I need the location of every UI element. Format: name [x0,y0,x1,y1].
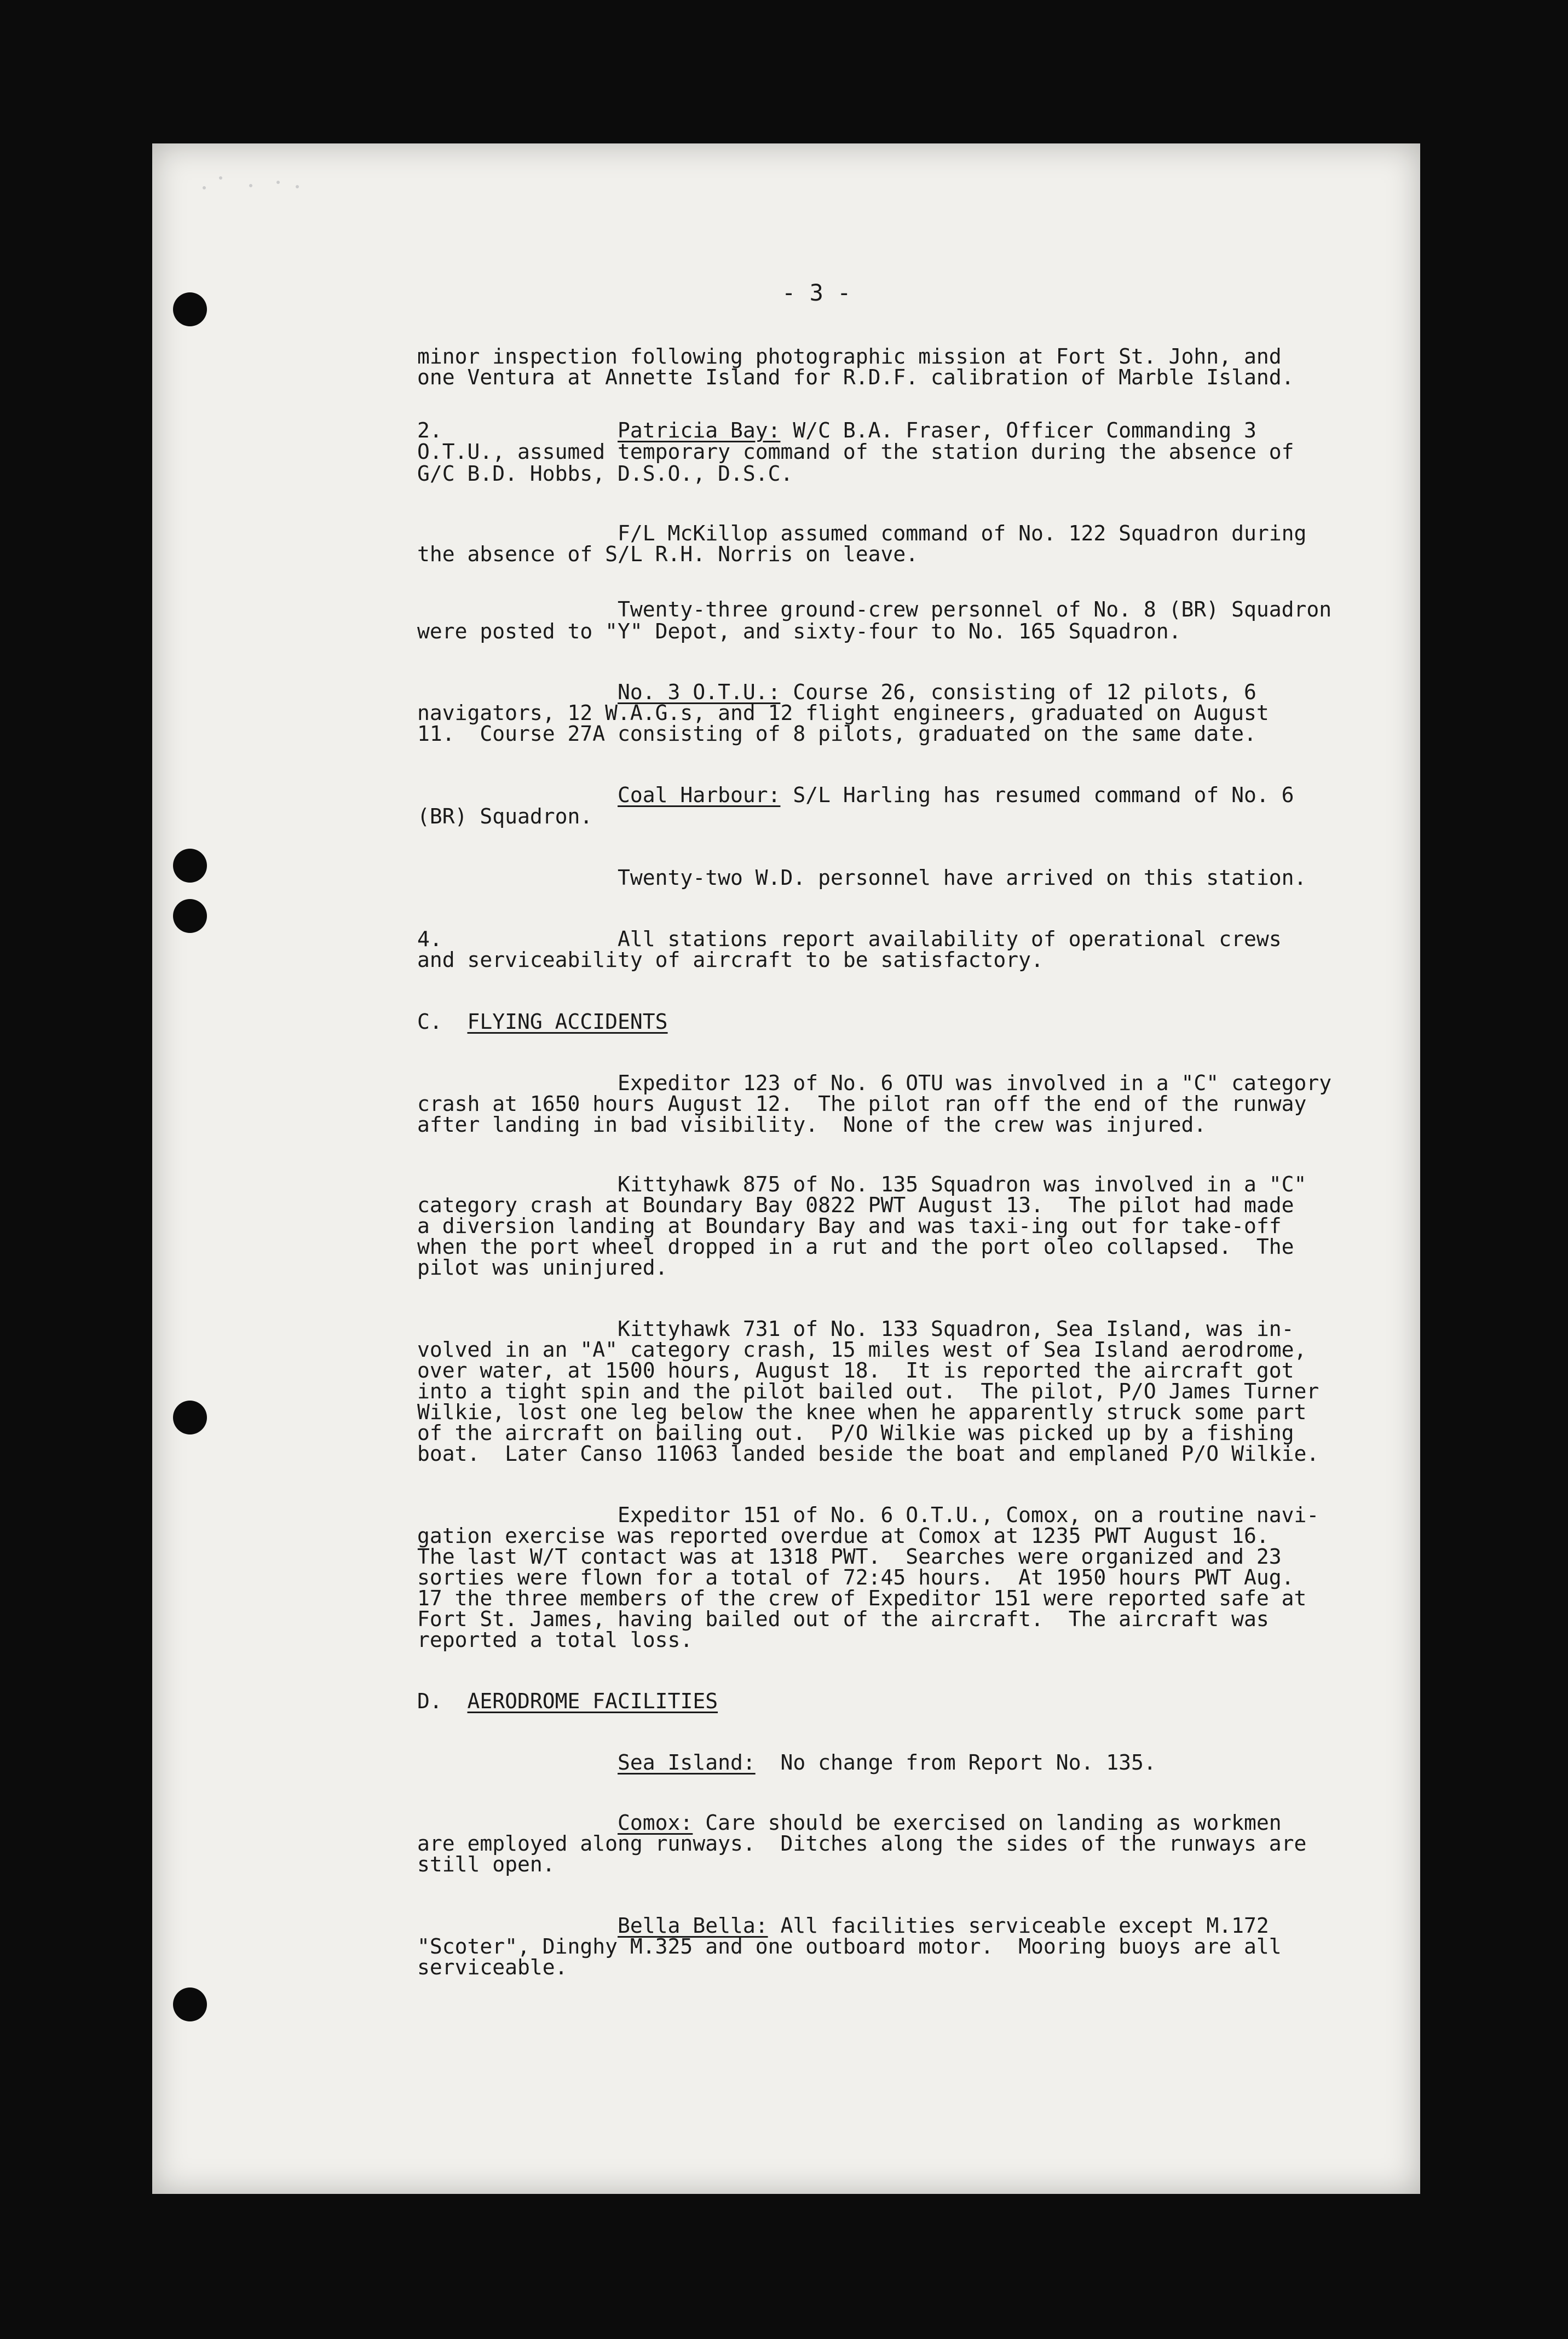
line-text: Twenty-two W.D. personnel have arrived on this station. [417,866,1307,890]
text-line [417,1257,668,1278]
text-line [417,1093,1306,1114]
text-line [417,599,1331,620]
line-text: Kittyhawk 731 of No. 133 Squadron, Sea Island, was in- [417,1317,1294,1341]
text-line [417,1114,1206,1135]
line-text: Expeditor 151 of No. 6 O.T.U., Comox, on a routine navi- [417,1503,1319,1527]
text-line [417,1609,1269,1629]
line-text: Care should be exercised on landing as workmen [693,1811,1282,1835]
text-line [417,463,793,484]
section-heading: FLYING ACCIDENTS [467,1010,668,1034]
text-line [417,806,592,827]
line-text: were posted to "Y" Depot, and sixty-four to No. 165 Squadron. [417,619,1181,643]
text-line [417,367,1294,388]
line-text: The last W/T contact was at 1318 PWT. Searches were organized and 23 [417,1545,1282,1569]
text-line [417,1402,1306,1422]
text-line [417,1360,1294,1381]
text-line [417,1215,1282,1236]
line-text: one Ventura at Annette Island for R.D.F. calibration of Marble Island. [417,365,1294,389]
line-text: No change from Report No. 135. [755,1750,1156,1775]
line-text: reported a total loss. [417,1628,693,1652]
line-prefix [417,1750,618,1775]
line-text: W/C B.A. Fraser, Officer Commanding 3 [780,418,1256,442]
text-line [417,1236,1294,1257]
text-line [417,1936,1282,1957]
text-line [417,867,1306,888]
section-heading: No. 3 O.T.U.: [618,680,781,704]
line-text: are employed along runways. Ditches along the sides of the runways are [417,1831,1307,1856]
line-text: a diversion landing at Boundary Bay and was taxi-ing out for take-off [417,1214,1282,1238]
text-line [417,544,918,564]
text-line [417,682,1256,702]
text-line [417,702,1269,723]
section-heading: Bella Bella: [618,1914,768,1938]
line-text: crash at 1650 hours August 12. The pilot ran off the end of the runway [417,1092,1307,1116]
line-text: after landing in bad visibility. None of the crew was injured. [417,1113,1207,1137]
text-line [417,1525,1269,1546]
line-text: O.T.U., assumed temporary command of the station during the absence of [417,440,1294,464]
text-line [417,1629,693,1650]
section-heading: Patricia Bay: [618,418,781,442]
line-prefix [417,783,618,807]
line-text: Fort St. James, having bailed out of the aircraft. The aircraft was [417,1607,1269,1631]
line-text: F/L McKillop assumed command of No. 122 Squadron during [417,521,1307,545]
line-text: 17 the three members of the crew of Expeditor 151 were reported safe at [417,1586,1307,1610]
line-text: (BR) Squadron. [417,804,593,828]
text-line [417,785,1294,805]
text-line [417,1567,1294,1588]
text-line [417,1505,1319,1525]
text-line [417,1546,1282,1567]
line-text: sorties were flown for a total of 72:45 hours. At 1950 hours PWT Aug. [417,1565,1294,1589]
line-text: All facilities serviceable except M.172 [768,1914,1269,1938]
text-line [417,1833,1306,1854]
text-line [417,420,1256,441]
punch-hole [173,1987,207,2021]
text-line [417,1691,718,1712]
line-text: S/L Harling has resumed command of No. 6 [780,783,1294,807]
line-text: into a tight spin and the pilot bailed out. The pilot, P/O James Turner [417,1379,1319,1403]
punch-hole [173,899,207,933]
text-line [417,1339,1306,1360]
line-text: the absence of S/L R.H. Norris on leave. [417,542,919,566]
line-text: category crash at Boundary Bay 0822 PWT August 13. The pilot had made [417,1193,1294,1217]
line-text: 4. All stations report availability of operational crews [417,927,1282,951]
text-line [417,1752,1156,1773]
text-line [417,949,1044,970]
text-line [417,523,1306,544]
text-line [417,441,1294,462]
punch-hole [173,1401,207,1434]
line-text: still open. [417,1852,555,1876]
text-line [417,1381,1319,1402]
text-line [417,1011,668,1032]
punch-hole [173,849,207,883]
line-text: serviceable. [417,1955,568,1979]
text-line [417,1195,1294,1215]
section-heading: Sea Island: [618,1750,756,1775]
line-prefix: C. [417,1010,468,1034]
text-line [417,1957,568,1978]
line-text: gation exercise was reported overdue at Comox at 1235 PWT August 16. [417,1524,1269,1548]
text-line [417,1174,1306,1195]
text-line [417,1073,1331,1093]
text-line [417,1915,1269,1936]
line-text: Course 26, consisting of 12 pilots, 6 [780,680,1256,704]
line-text: pilot was uninjured. [417,1255,668,1280]
section-heading: AERODROME FACILITIES [467,1689,718,1713]
text-line [417,929,1282,949]
text-line [417,346,1282,367]
text-line [417,1812,1282,1833]
punch-hole [173,292,207,326]
line-text: G/C B.D. Hobbs, D.S.O., D.S.C. [417,462,793,486]
text-line [417,1422,1294,1443]
line-text: of the aircraft on bailing out. P/O Wilkie was picked up by a fishing [417,1421,1294,1445]
line-text: boat. Later Canso 11063 landed beside the boat and emplaned P/O Wilkie. [417,1442,1319,1466]
section-heading: Coal Harbour: [618,783,781,807]
line-text: navigators, 12 W.A.G.s, and 12 flight engineers, graduated on August [417,701,1269,725]
text-line [417,621,1181,642]
document-page [152,143,1420,2194]
line-text: Kittyhawk 875 of No. 135 Squadron was involved in a "C" [417,1172,1307,1196]
line-text: and serviceability of aircraft to be satisfactory. [417,948,1044,972]
text-line [417,723,1256,744]
line-prefix: 2. [417,418,618,442]
text-line [417,1854,555,1875]
text-line [417,1443,1319,1464]
line-text: 11. Course 27A consisting of 8 pilots, graduated on the same date. [417,722,1256,746]
line-text: volved in an "A" category crash, 15 miles west of Sea Island aerodrome, [417,1338,1307,1362]
text-line [417,1318,1294,1339]
line-text: minor inspection following photographic mission at Fort St. John, and [417,344,1282,368]
line-text: Twenty-three ground-crew personnel of No. 8 (BR) Squadron [417,597,1332,621]
text-line [417,1588,1306,1609]
section-heading: Comox: [618,1811,693,1835]
line-text: Expeditor 123 of No. 6 OTU was involved in a "C" category [417,1071,1332,1095]
page-number: - 3 - [782,279,851,306]
line-text: when the port wheel dropped in a rut and the port oleo collapsed. The [417,1235,1294,1259]
line-text: over water, at 1500 hours, August 18. It is reported the aircraft got [417,1358,1294,1382]
line-prefix: D. [417,1689,468,1713]
line-text: "Scoter", Dinghy M.325 and one outboard motor. Mooring buoys are all [417,1934,1282,1958]
line-text: Wilkie, lost one leg below the knee when he apparently struck some part [417,1400,1307,1424]
